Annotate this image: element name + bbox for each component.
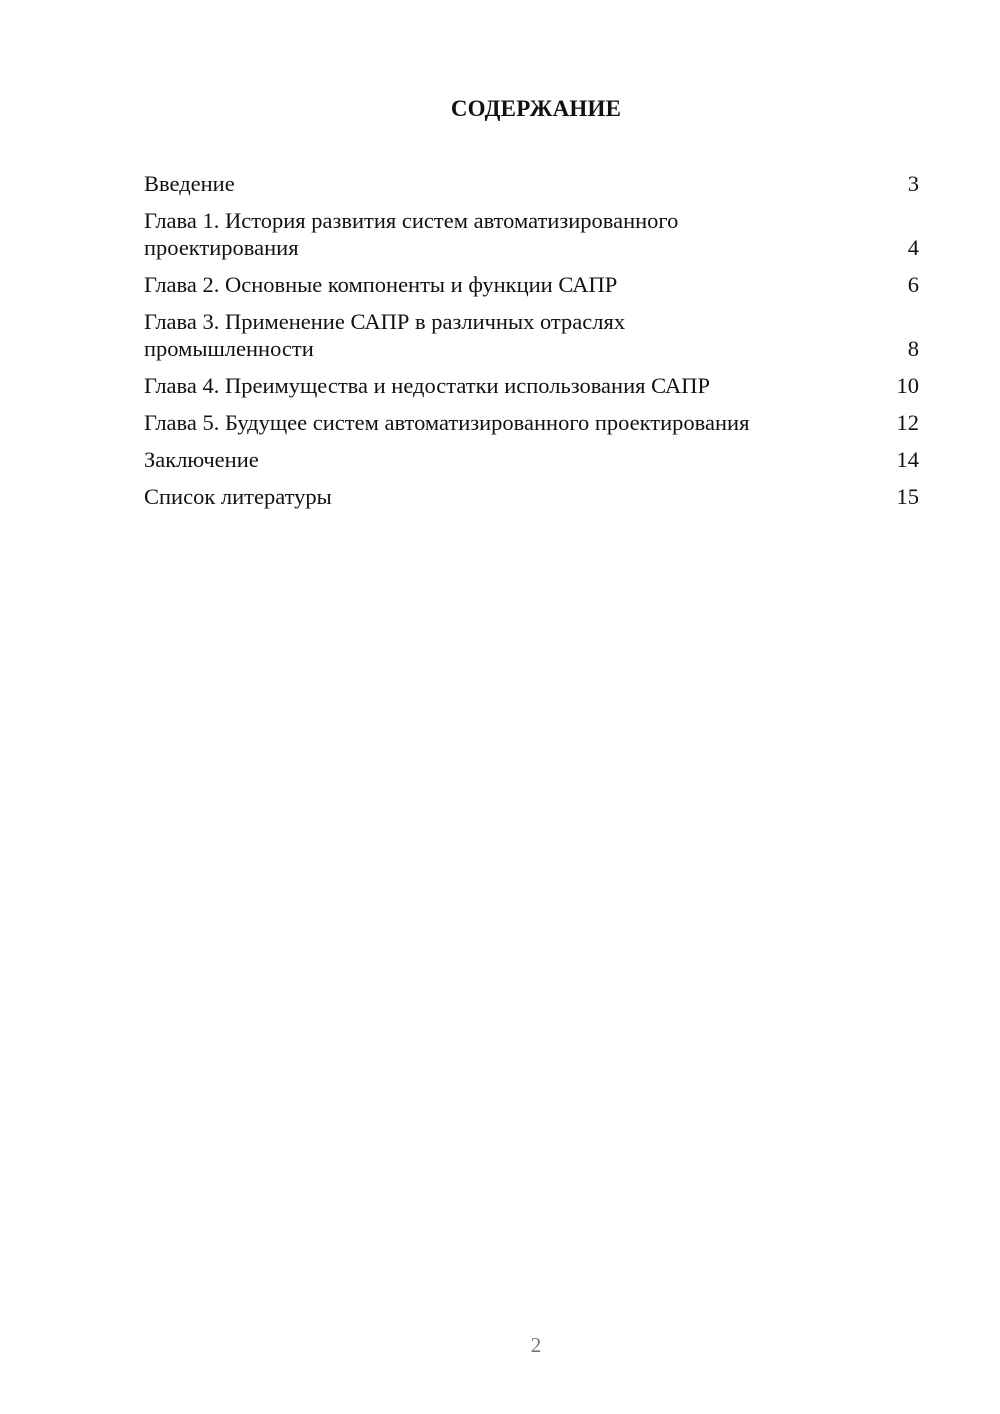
toc-title: СОДЕРЖАНИЕ xyxy=(450,96,622,121)
toc-entry-label: Глава 4. Преимущества и недостатки использования САПР xyxy=(144,373,710,398)
toc-entry-page: 12 xyxy=(896,410,919,435)
toc-entry-introduction xyxy=(144,170,919,197)
toc-entry-page: 10 xyxy=(896,373,919,398)
toc-entry-references xyxy=(144,483,919,510)
toc-entry-label: Глава 2. Основные компоненты и функции САПР xyxy=(144,272,618,297)
toc-entry-label: Глава 5. Будущее систем автоматизированного проектирования xyxy=(144,410,750,435)
toc-entry-chapter-1 xyxy=(144,207,919,261)
toc-entry-label: Введение xyxy=(144,171,235,196)
toc-entry-page: 14 xyxy=(896,447,919,472)
page-number: 2 xyxy=(530,1333,542,1357)
toc-entry-chapter-2 xyxy=(144,271,919,298)
toc-entry-label: Глава 3. Применение САПР в различных отраслях промышленности xyxy=(144,309,626,361)
toc-entry-chapter-5 xyxy=(144,409,919,436)
toc-entry-page: 4 xyxy=(907,235,919,260)
table-of-contents xyxy=(144,170,919,520)
toc-entry-label: Список литературы xyxy=(144,484,332,509)
toc-entry-page: 3 xyxy=(907,171,919,196)
toc-entry-page: 8 xyxy=(907,336,919,361)
toc-entry-label: Заключение xyxy=(144,447,259,472)
toc-entry-chapter-4 xyxy=(144,372,919,399)
toc-entry-page: 15 xyxy=(896,484,919,509)
toc-entry-chapter-3 xyxy=(144,308,919,362)
toc-entry-page: 6 xyxy=(907,272,919,297)
toc-entry-conclusion xyxy=(144,446,919,473)
toc-entry-label: Глава 1. История развития систем автоматизированного проектирования xyxy=(144,208,679,260)
